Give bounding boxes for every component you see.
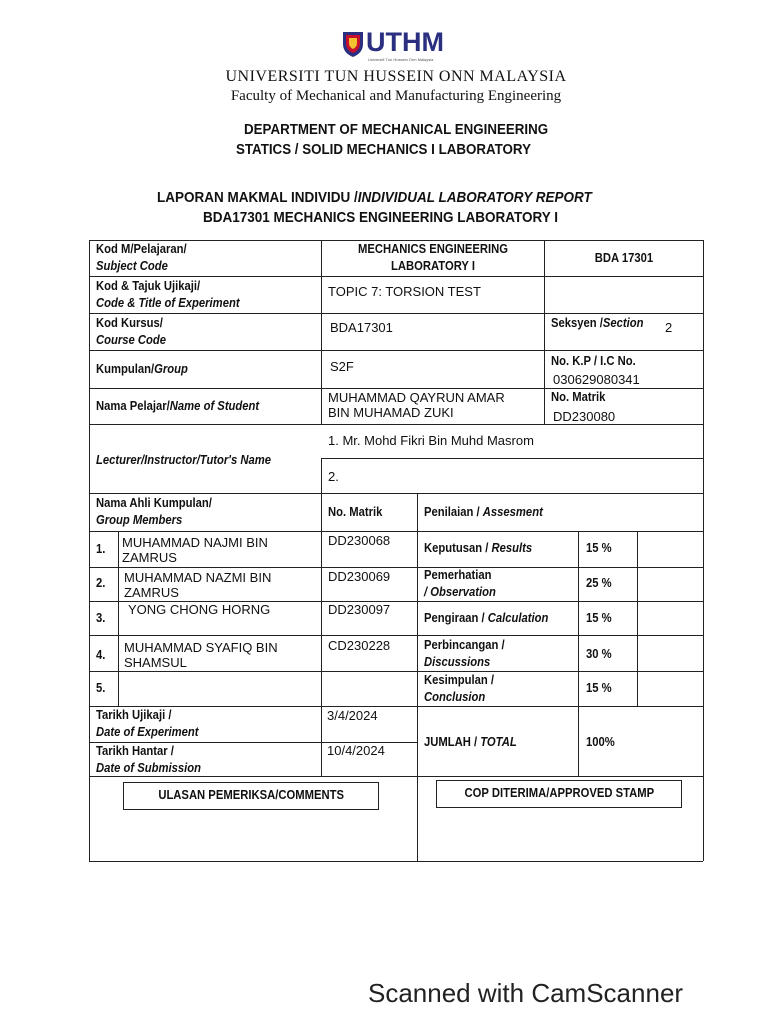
assessment-header: Penilaian / Assesment <box>424 505 543 519</box>
experiment-label: Kod & Tajuk Ujikaji/ Code & Title of Experiment <box>96 279 240 310</box>
logo-subtext: Universiti Tun Hussein Onn Malaysia <box>368 57 434 62</box>
comments-box: ULASAN PEMERIKSA/COMMENTS <box>123 782 379 810</box>
experiment-date-value: 3/4/2024 <box>327 708 378 723</box>
department-title: DEPARTMENT OF MECHANICAL ENGINEERING <box>244 122 549 138</box>
matric-label: No. Matrik <box>551 390 606 404</box>
course-title: BDA17301 MECHANICS ENGINEERING LABORATORY I <box>203 209 559 226</box>
university-name: UNIVERSITI TUN HUSSEIN ONN MALAYSIA <box>225 68 567 85</box>
group-members-label: Nama Ahli Kumpulan/ Group Members <box>96 496 212 527</box>
uthm-shield-icon <box>342 30 364 58</box>
group-label: Kumpulan/Group <box>96 362 188 376</box>
logo-text: UTHM <box>366 27 444 57</box>
student-name: MUHAMMAD QAYRUN AMAR BIN MUHAMAD ZUKI <box>328 390 505 420</box>
subject-code-label: Kod M/Pelajaran/ Subject Code <box>96 242 187 273</box>
camscanner-watermark: Scanned with CamScanner <box>368 978 684 1008</box>
ic-value: 030629080341 <box>553 372 640 387</box>
course-code-label: Kod Kursus/ Course Code <box>96 316 167 347</box>
report-title-malay: LAPORAN MAKMAL INDIVIDU / <box>157 189 358 206</box>
lecturer-1: 1. Mr. Mohd Fikri Bin Muhd Masrom <box>328 433 534 448</box>
total-label: JUMLAH / TOTAL <box>424 735 517 749</box>
course-code-value: BDA17301 <box>330 320 393 335</box>
section-label: Seksyen /Section <box>551 316 644 330</box>
report-title <box>157 189 592 206</box>
total-percent: 100% <box>586 735 615 749</box>
group-value: S2F <box>330 359 354 374</box>
uthm-logo <box>342 27 452 64</box>
lecturer-label: Lecturer/Instructor/Tutor's Name <box>96 453 272 467</box>
faculty-name: Faculty of Mechanical and Manufacturing Engineering <box>230 88 562 104</box>
student-label: Nama Pelajar/Name of Student <box>96 399 260 413</box>
matric-value: DD230080 <box>553 409 616 424</box>
subject-code-value: BDA 17301 <box>594 251 654 265</box>
ic-label: No. K.P / I.C No. <box>551 354 636 368</box>
submission-date-label: Tarikh Hantar / Date of Submission <box>96 744 202 775</box>
section-value: 2 <box>665 320 673 335</box>
laboratory-title: STATICS / SOLID MECHANICS I LABORATORY <box>236 142 531 158</box>
subject-name: MECHANICS ENGINEERING LABORATORY I <box>357 242 509 273</box>
submission-date-value: 10/4/2024 <box>327 743 385 758</box>
experiment-value: TOPIC 7: TORSION TEST <box>328 284 481 299</box>
lecturer-2-number: 2. <box>328 469 339 484</box>
approved-stamp-box: COP DITERIMA/APPROVED STAMP <box>436 780 682 808</box>
report-title-english: INDIVIDUAL LABORATORY REPORT <box>357 189 592 206</box>
members-matric-header: No. Matrik <box>328 505 383 519</box>
experiment-date-label: Tarikh Ujikaji / Date of Experiment <box>96 708 199 739</box>
